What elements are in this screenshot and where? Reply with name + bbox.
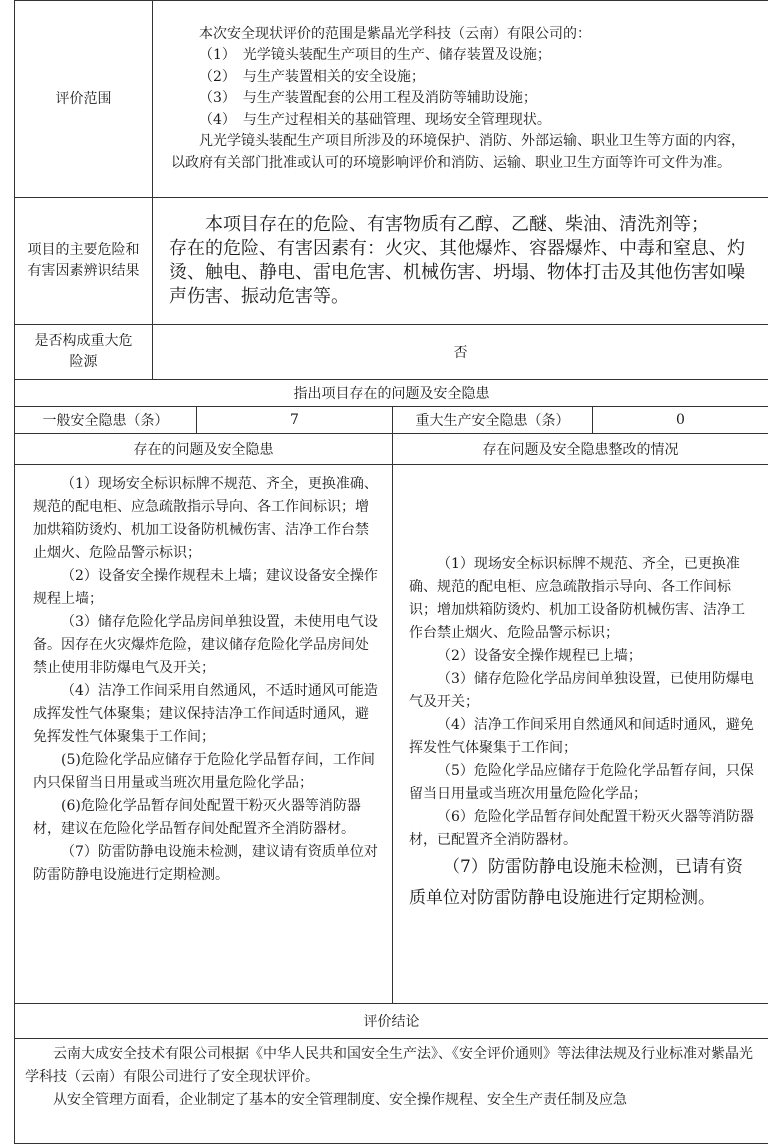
scope-intro: 本次安全现状评价的范围是紫晶光学科技（云南）有限公司的： (171, 24, 758, 46)
fix-item: （4）洁净工作间采用自然通风和间适时通风，避免挥发性气体聚集于工作间； (409, 714, 756, 760)
scope-item: （2） 与生产装置相关的安全设施； (171, 67, 758, 89)
scope-exclusion: 凡光学镜头装配生产项目所涉及的环境保护、消防、外部运输、职业卫生等方面的内容，以政府有关部门批准或认可的环境影响评价和消防、运输、职业卫生方面等许可文件为准。 (171, 131, 758, 174)
scope-item: （4） 与生产过程相关的基础管理、现场安全管理现状。 (171, 110, 758, 132)
issue-item: （1）现场安全标识标牌不规范、齐全，更换准确、规范的配电柜、应急疏散指示导向、各工作间标识；增加烘箱防烫灼、机加工设备防机械伤害、洁净工作台禁止烟火、危险品警示标识； (33, 473, 378, 565)
general-hazard-count-label: 一般安全隐患（条） (15, 407, 197, 434)
issue-item: (5)危险化学品应储存于危险化学品暂存间，工作间内只保留当日用量或当班次用量危险化学品； (33, 749, 378, 795)
issue-item: （4）洁净工作间采用自然通风，不适时通风可能造成挥发性气体聚集；建议保持洁净工作间适时通风，避免挥发性气体聚集于工作间； (33, 680, 378, 749)
issues-column-header: 存在的问题及安全隐患 (15, 434, 393, 465)
issues-header-row (15, 380, 768, 407)
scope-item: （1） 光学镜头装配生产项目的生产、储存装置及设施； (171, 45, 758, 67)
fixes-list (393, 465, 768, 1004)
scope-item: （3） 与生产装置配套的公用工程及消防等辅助设施； (171, 88, 758, 110)
fixes-column-header: 存在问题及安全隐患整改的情况 (393, 434, 768, 465)
scope-content (153, 1, 768, 198)
conclusion-paragraph: 云南大成安全技术有限公司根据《中华人民共和国安全生产法》、《安全评价通则》等法律法规及行业标准对紫晶光学科技（云南）有限公司进行了安全现状评价。 (25, 1043, 760, 1089)
issues-header: 指出项目存在的问题及安全隐患 (15, 380, 768, 407)
hazards-row (15, 198, 768, 325)
conclusion-content (15, 1039, 768, 1144)
conclusion-header: 评价结论 (15, 1004, 768, 1039)
fix-item: （6）危险化学品暂存间处配置干粉灭火器等消防器材，已配置齐全消防器材。 (409, 806, 756, 852)
fix-item: （1）现场安全标识标牌不规范、齐全，已更换准确、规范的配电柜、应急疏散指示导向、各工作间标识；增加烘箱防烫灼、机加工设备防机械伤害、洁净工作台禁止烟火、危险品警示标识； (409, 553, 756, 645)
hazards-label: 项目的主要危险和有害因素辨识结果 (15, 198, 153, 325)
fix-item: （2）设备安全操作规程已上墙； (409, 645, 756, 668)
fix-item: （5）危险化学品应储存于危险化学品暂存间，只保留当日用量或当班次用量危险化学品； (409, 760, 756, 806)
counts-row (15, 407, 768, 434)
fix-item: （7）防雷防静电设施未检测，已请有资质单位对防雷防静电设施进行定期检测。 (409, 852, 756, 914)
hazards-substances: 本项目存在的危险、有害物质有乙醇、乙醚、柴油、清洗剂等； (169, 213, 758, 237)
issue-item: （3）储存危险化学品房间单独设置，未使用电气设备。因存在火灾爆炸危险，建议储存危险化学品房间处禁止使用非防爆电气及开关； (33, 611, 378, 680)
issues-columns-row (15, 434, 768, 465)
fix-item: （3）储存危险化学品房间单独设置，已使用防爆电气及开关； (409, 668, 756, 714)
hazards-content (153, 198, 768, 325)
major-hazard-label: 是否构成重大危险源 (15, 325, 153, 380)
conclusion-paragraph: 从安全管理方面看，企业制定了基本的安全管理制度、安全操作规程、安全生产责任制及应急 (25, 1089, 760, 1112)
scope-row (15, 1, 768, 198)
conclusion-body-row (15, 1039, 768, 1144)
issue-item: (6)危险化学品暂存间处配置干粉灭火器等消防器材，建议在危险化学品暂存间处配置齐全消防器材。 (33, 795, 378, 841)
evaluation-report-page (14, 0, 768, 1129)
issue-item: （7）防雷防静电设施未检测，建议请有资质单位对防雷防静电设施进行定期检测。 (33, 841, 378, 887)
major-hazard-count-value: 0 (593, 407, 768, 434)
major-hazard-row (15, 325, 768, 380)
issues-body-row (15, 465, 768, 1004)
scope-label: 评价范围 (15, 1, 153, 198)
issues-list (15, 465, 393, 1004)
conclusion-header-row (15, 1004, 768, 1039)
general-hazard-count-value: 7 (197, 407, 393, 434)
evaluation-table (14, 0, 768, 1144)
major-hazard-count-label: 重大生产安全隐患（条） (393, 407, 593, 434)
major-hazard-value: 否 (153, 325, 768, 380)
hazards-factors: 存在的危险、有害因素有：火灾、其他爆炸、容器爆炸、中毒和窒息、灼烫、触电、静电、雷电危害、机械伤害、坍塌、物体打击及其他伤害如噪声伤害、振动危害等。 (169, 237, 758, 309)
issue-item: （2）设备安全操作规程未上墙；建议设备安全操作规程上墙； (33, 565, 378, 611)
